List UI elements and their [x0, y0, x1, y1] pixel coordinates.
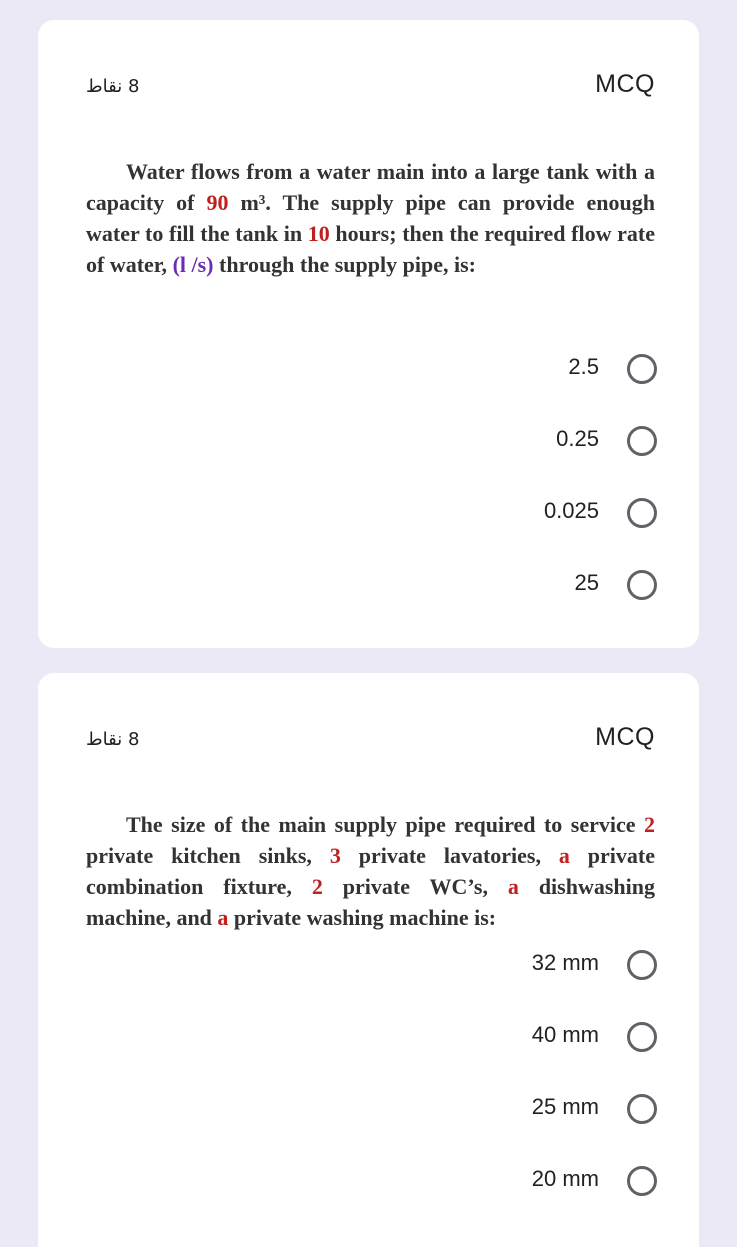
- highlight-number: 2: [644, 812, 655, 837]
- question-header: [86, 721, 655, 757]
- question-header: [86, 68, 655, 104]
- option-label: 25 mm: [531, 1094, 599, 1119]
- option-label: 0.025: [543, 498, 599, 523]
- option-label: 20 mm: [531, 1166, 599, 1191]
- question-type-title: MCQ: [595, 723, 655, 751]
- question-type-title: MCQ: [595, 70, 655, 98]
- radio-button[interactable]: [627, 354, 657, 384]
- highlight-number: 10: [307, 221, 330, 246]
- option-label: 25: [574, 570, 599, 595]
- highlight-number: a: [558, 843, 570, 868]
- option-32mm[interactable]: [397, 936, 657, 1008]
- option-20mm[interactable]: [397, 1152, 657, 1224]
- highlight-unit: (l /s): [172, 252, 214, 277]
- answer-options: [397, 936, 657, 1224]
- radio-button[interactable]: [627, 426, 657, 456]
- option-label: 40 mm: [531, 1022, 599, 1047]
- option-label: 2.5: [568, 354, 599, 379]
- points-label: 8 نقاط: [86, 76, 140, 97]
- option-label: 0.25: [556, 426, 599, 451]
- radio-button[interactable]: [627, 1094, 657, 1124]
- question-card-2: [38, 673, 699, 1247]
- points-label: 8 نقاط: [86, 729, 140, 750]
- option-0-025[interactable]: [397, 484, 657, 556]
- option-40mm[interactable]: [397, 1008, 657, 1080]
- radio-button[interactable]: [627, 570, 657, 600]
- answer-options: [397, 340, 657, 628]
- option-2-5[interactable]: [397, 340, 657, 412]
- highlight-number: a: [507, 874, 519, 899]
- highlight-number: 3: [329, 843, 341, 868]
- highlight-number: a: [217, 905, 229, 930]
- radio-button[interactable]: [627, 1166, 657, 1196]
- radio-button[interactable]: [627, 498, 657, 528]
- option-0-25[interactable]: [397, 412, 657, 484]
- option-25mm[interactable]: [397, 1080, 657, 1152]
- question-text: The size of the main supply pipe required to service 2 private kitchen sinks, 3 private lavatories, a private combination fixture, 2 private WC’s, a dishwashing machine, and a private washing machine is:: [86, 812, 655, 930]
- question-card-1: [38, 20, 699, 648]
- radio-button[interactable]: [627, 950, 657, 980]
- highlight-number: 2: [311, 874, 323, 899]
- question-text: Water flows from a water main into a large tank with a capacity of 90 m³. The supply pipe can provide enough water to fill the tank in 10 hours; then the required flow rate of water, (l /s) through the supply pipe, is:: [86, 159, 655, 277]
- option-25[interactable]: [397, 556, 657, 628]
- radio-button[interactable]: [627, 1022, 657, 1052]
- option-label: 32 mm: [531, 950, 599, 975]
- highlight-number: 90: [206, 190, 229, 215]
